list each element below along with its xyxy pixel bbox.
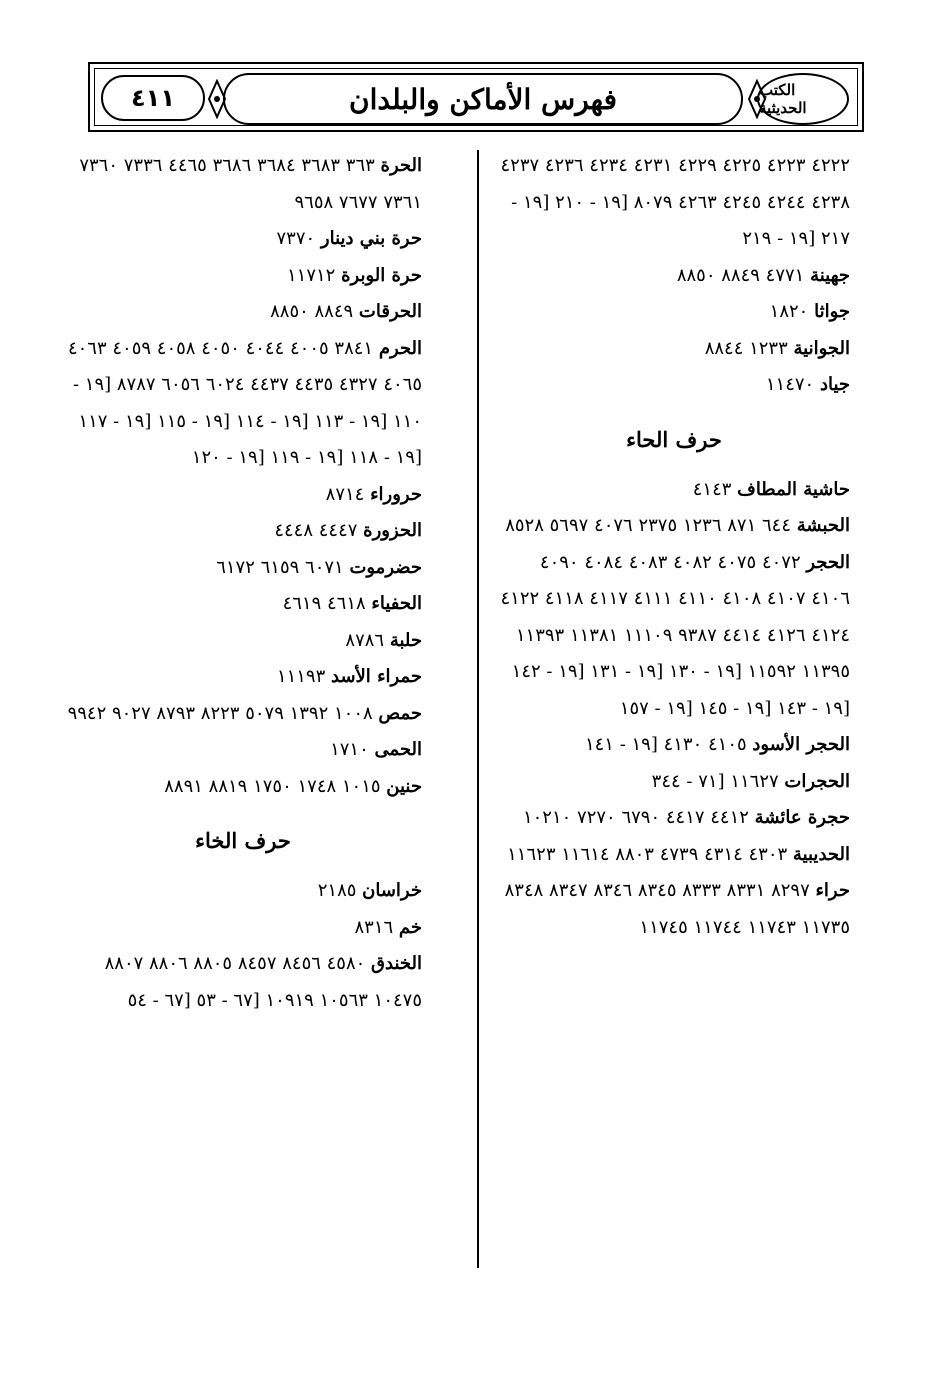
entry-references: ١٠١٥ ١٧٤٨ ١٧٥٠ ٨٨١٩ ٨٨٩١: [164, 775, 381, 797]
index-entry: [64, 696, 422, 733]
entry-references: ٤٤٤٧ ٤٤٤٨: [274, 520, 358, 541]
entry-place-name: الجوانية: [793, 337, 850, 359]
entry-place-name: الحزورة: [363, 520, 422, 541]
entry-references: ٤٤١٢ ٤٤١٧ ٦٧٩٠ ٧٢٧٠ ١٠٢١٠: [522, 807, 749, 828]
entry-place-name: الحمى: [374, 739, 422, 760]
index-entry: [64, 910, 422, 947]
index-entry: [498, 472, 850, 509]
entry-references: ٧٣٧٠: [276, 228, 316, 249]
section-heading: حرف الحاء: [626, 426, 722, 452]
entry-place-name: حنين: [386, 775, 422, 797]
entry-place-name: الخندق: [371, 953, 422, 974]
index-entry: [498, 764, 850, 801]
index-entry: [498, 727, 850, 764]
index-entry: [64, 732, 422, 769]
entry-place-name: حلبة: [389, 629, 422, 651]
entry-place-name: حمراء الأسد: [331, 666, 422, 687]
entry-place-name: خم: [398, 916, 422, 938]
entry-references: ١١١٩٣: [276, 666, 326, 687]
index-entry: [64, 586, 422, 623]
entry-references: ٨٧٨٦: [345, 629, 385, 651]
index-entry: [64, 769, 422, 806]
entry-place-name: حراء: [815, 880, 850, 901]
entry-place-name: حروراء: [370, 483, 422, 505]
entry-place-name: جهينة: [810, 264, 850, 286]
index-entry: [498, 545, 850, 728]
entry-place-name: خراسان: [362, 880, 422, 901]
index-entry: [498, 837, 850, 874]
entry-place-name: الحرة: [380, 155, 422, 176]
index-entry: [498, 508, 850, 545]
publisher-logo: الكتب الحديثية: [757, 73, 849, 125]
index-entry: [64, 331, 422, 477]
section-heading: حرف الخاء: [195, 828, 291, 853]
index-entry: [64, 477, 422, 514]
entry-place-name: جياد: [819, 374, 850, 395]
index-entry: [498, 294, 850, 331]
entry-references: ٨٨٤٩ ٨٨٥٠: [270, 301, 354, 322]
entry-references: ٤٣٠٣ ٤٣١٤ ٤٧٣٩ ٨٨٠٣ ١١٦١٤ ١١٦٢٣: [507, 843, 788, 865]
index-entry: [498, 258, 850, 295]
entry-place-name: الحرم: [378, 337, 422, 359]
index-entry: [64, 258, 422, 295]
index-entry: [498, 800, 850, 837]
entry-references: ٤٥٨٠ ٨٤٥٦ ٨٤٥٧ ٨٨٠٥ ٨٨٠٦ ٨٨٠٧ ١٠٤٧٥ ١٠٥٦٣ ١٠٩١٩ [٦٧ - ٥٣ [٦٧ - ٥٤: [104, 953, 422, 1011]
page-header: [88, 62, 864, 132]
column-divider: [477, 150, 479, 1268]
index-entry: [64, 294, 422, 331]
entry-place-name: جواثا: [814, 301, 850, 322]
entry-references: ١١٤٧٠: [765, 374, 815, 395]
entry-place-name: حضرموت: [349, 556, 422, 578]
entry-references: ١١٧١٢: [287, 264, 336, 286]
entry-place-name: الحفياء: [371, 593, 422, 614]
entry-place-name: حرة الوبرة: [341, 264, 422, 286]
entry-references: ١٧١٠: [330, 739, 369, 760]
entry-references: ٨٣١٦: [354, 916, 394, 938]
index-entry: [64, 873, 422, 910]
entry-references: ٨٢٩٧ ٨٣٣١ ٨٣٣٣ ٨٣٤٥ ٨٣٤٦ ٨٣٤٧ ٨٣٤٨ ١١٧٣٥ ١١٧٤٣ ١١٧٤٤ ١١٧٤٥: [504, 880, 850, 938]
page-number: ٤١١: [101, 75, 205, 121]
entry-place-name: الحجر: [806, 551, 850, 573]
entry-references: ٦٤٤ ٨٧١ ١٢٣٦ ٢٣٧٥ ٤٠٧٦ ٥٦٩٧ ٨٥٢٨: [505, 515, 792, 536]
index-entry: [64, 550, 422, 587]
entry-place-name: الحبشة: [796, 515, 850, 536]
index-column-left: [64, 148, 422, 1019]
entry-place-name: الحجر الأسود: [752, 734, 850, 755]
entry-place-name: حجرة عائشة: [754, 807, 850, 828]
index-entry: [64, 148, 422, 221]
header-frame: [94, 68, 858, 126]
entry-references: ٣٦٣ ٣٦٨٣ ٣٦٨٤ ٣٦٨٦ ٤٤٦٥ ٧٣٣٦ ٧٣٦٠ ٧٣٦١ ٧٦٧٧ ٩٦٥٨: [79, 155, 422, 213]
index-entry: [498, 367, 850, 404]
index-entry: [64, 513, 422, 550]
index-entry: [498, 148, 850, 258]
entry-place-name: الحديبية: [792, 843, 850, 865]
entry-references: ٦٠٧١ ٦١٥٩ ٦١٧٢: [216, 556, 344, 578]
entry-place-name: الحرقات: [358, 301, 422, 322]
entry-references: ١٢٣٣ ٨٨٤٤: [704, 337, 788, 359]
entry-place-name: حرة بني دينار: [320, 228, 422, 249]
index-entry: [498, 873, 850, 946]
entry-place-name: الحجرات: [784, 770, 850, 792]
index-entry: [64, 221, 422, 258]
index-entry: [64, 659, 422, 696]
entry-references: ٢١٨٥: [317, 880, 357, 901]
entry-references: ١٠٠٨ ١٣٩٢ ٥٠٧٩ ٨٢٢٣ ٨٧٩٣ ٩٠٢٧ ٩٩٤٢: [67, 702, 373, 724]
entry-place-name: حاشية المطاف: [737, 478, 850, 500]
entry-references: ١٨٢٠: [769, 301, 809, 322]
index-column-right: [498, 148, 850, 946]
entry-references: ٤٧٧١ ٨٨٤٩ ٨٨٥٠: [676, 264, 805, 286]
entry-references: ٣٨٤١ ٤٠٠٥ ٤٠٤٤ ٤٠٥٠ ٤٠٥٨ ٤٠٥٩ ٤٠٦٣ ٤٠٦٥ ٤٣٢٧ ٤٤٣٥ ٤٤٣٧ ٦٠٢٤ ٦٠٥٦ ٨٧٨٧ [١٩ - ١١٠ [١٩ - ١١٣ [١٩ - ١١٤ [١٩ - ١١٥ [١٩ - ١١٧ [١٩ - ١١٨ [١٩ - ١١٩ [١٩ - ١٢٠: [67, 337, 422, 468]
entry-references: ٨٧١٤: [325, 483, 365, 505]
page-title: فهرس الأماكن والبلدان: [223, 73, 743, 125]
entry-references: ٤١٠٥ ٤١٣٠ [١٩ - ١٤١: [584, 734, 747, 755]
entry-place-name: حمص: [378, 702, 422, 724]
index-entry: [498, 331, 850, 368]
entry-references: ٤٢٢٢ ٤٢٢٣ ٤٢٢٥ ٤٢٢٩ ٤٢٣١ ٤٢٣٤ ٤٢٣٦ ٤٢٣٧ ٤٢٣٨ ٤٢٤٤ ٤٢٤٥ ٤٢٦٣ ٨٠٧٩ [١٩ - ٢١٠ [١٩ - ٢١٧ [١٩ - ٢١٩: [500, 155, 850, 249]
entry-references: ٤١٤٣: [692, 478, 732, 500]
index-entry: [64, 623, 422, 660]
index-entry: [64, 946, 422, 1019]
entry-references: ٤٠٧٢ ٤٠٧٥ ٤٠٨٢ ٤٠٨٣ ٤٠٨٤ ٤٠٩٠ ٤١٠٦ ٤١٠٧ ٤١٠٨ ٤١١٠ ٤١١١ ٤١١٧ ٤١١٨ ٤١٢٢ ٤١٢٤ ٤١٢٦ ٤٤١٤ ٩٣٨٧ ١١١٠٩ ١١٣٨١ ١١٣٩٣ ١١٣٩٥ ١١٥٩٢ [١٩ - ١٣٠ [١٩ - ١٣١ [١٩ - ١٤٢ [١٩ - ١٤٣ [١٩ - ١٤٥ [١٩ - ١٥٧: [500, 551, 850, 719]
entry-references: ١١٦٢٧ [٧١ - ٣٤٤: [651, 770, 779, 792]
entry-references: ٤٦١٨ ٤٦١٩: [282, 593, 366, 614]
